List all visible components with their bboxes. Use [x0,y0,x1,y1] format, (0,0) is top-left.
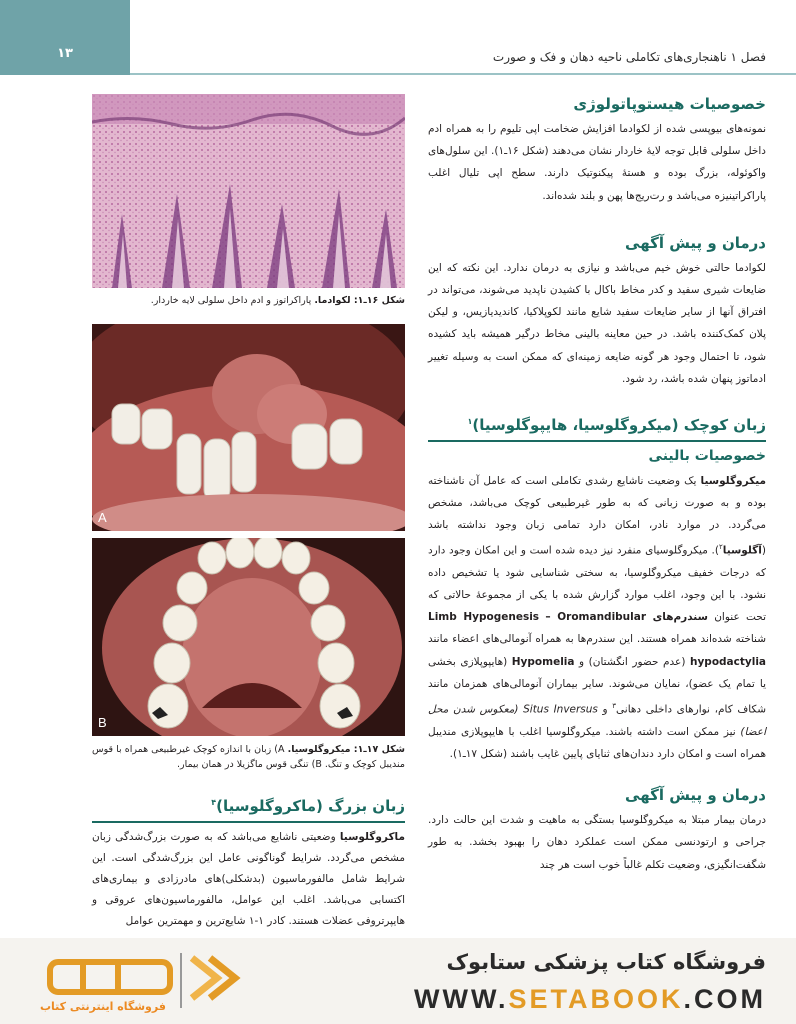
figure-16-caption: شکل ۱۶ـ۱: لکوادما. پاراکراتوز و ادم داخل سلولی لایه خاردار. [150,295,405,306]
header-color-block [0,0,130,75]
store-name: فروشگاه کتاب پزشکی ستابوک [446,950,766,974]
histopathology-text: نمونه‌های بیوپسی شده از لکوادما افزایش ضخامت اپی تلیوم را به همراه ادم داخل سلولی قابل توجه لایۀ خاردار نشان می‌دهند (شکل ۱۶ـ۱). این سلول‌های واکوئوله، بزرگ بوده و هستۀ پیکنوتیک دارند. سطح اپی تلیال اغلب پاراکراتینیزه می‌باشد و رت‌ریج‌ها پهن و بلند شده‌اند. [428,123,766,202]
left-column [92,793,405,932]
section-rule [428,440,766,442]
clinical-features-heading: خصوصیات بالینی [648,447,766,464]
logo-subtitle: فروشگاه اینترنتی کتاب [40,1000,166,1013]
treatment-text-1: لکوادما حالتی خوش خیم می‌باشد و نیازی به درمان ندارد. این نکته که این ضایعات شیری سفید و کدر مخاط باکال با کشیدن ناپدید می‌شوند، می‌تواند در افتراق آنها از سایر ضایعات سفید شایع مانند لکوپلاکیا، کاندیدیازیس، و لیکن پلان کمک‌کننده باشد. در حین معاینه بالینی مخاط درگیر همیشه باید کشیده شود، تا احتمال وجود هر گونه ضایعه زمینه‌ای که ممکن است به وسیله تغییر ادماتوز پنهان شده باشد، رد شود. [428,261,766,385]
panel-label-a: A [98,510,107,525]
macroglossia-rule [92,821,405,823]
right-column [428,94,766,876]
store-url[interactable]: WWW.SETABOOK.COM [414,984,766,1014]
panel-label-b: B [98,715,107,730]
page-number: ۱۳ [57,46,73,61]
palate-photo-b [92,538,405,736]
header-rule [130,73,796,75]
macroglossia-heading: زبان بزرگ (ماکروگلوسیا)$^۴$ [211,797,405,815]
macroglossia-text: ماکروگلوسیا وضعیتی ناشایع می‌باشد که به صورت بزرگ‌شدگی زبان مشخص می‌گردد. شرایط گوناگونی عامل این بزرگ‌شدگی است. این شرایط شامل مالفورماسیون (بدشکلی)های مادرزادی و بیماری‌های اکتسابی می‌باشد. اغلب این عوامل، مالفورماسیون‌های عروقی و هایپرتروفی عضلات هستند. کادر ۱-۱ شایع‌ترین و مهمترین عوامل [92,830,405,927]
figure-17-caption: شکل ۱۷ـ۱: میکروگلوسیا. A) زبان با اندازه کوچک غیرطبیعی همراه با قوس مندیبل کوچک و تنگ. B) تنگی قوس ماگزیلا در همان بیمار. [92,744,405,770]
treatment-heading-1: درمان و پیش آگهی [625,233,766,252]
microglossia-heading: زبان کوچک (میکروگلوسیا، هایپوگلوسیا)$^۱$ [467,416,766,435]
histopathology-heading: خصوصیات هیستوپاتولوژی [573,95,766,113]
treatment-text-2: درمان بیمار مبتلا به میکروگلوسیا بستگی به ماهیت و شدت این حالت دارد. جراحی و ارتودنسی ممکن است عملکرد دهان را بهبود بخشد. به طور شگفت‌انگیزی، وضعیت تکلم غالباً خوب است هر چند [428,814,766,871]
chapter-title: فصل ۱ ناهنجاری‌های تکاملی ناحیه دهان و فک و صورت [492,50,766,64]
microglossia-text: میکروگلوسیا یک وضعیت ناشایع رشدی تکاملی است که عامل آن ناشناخته بوده و به صورت زبانی که به طور غیرطبیعی کوچک می‌باشد، مشخص می‌گردد. در موارد نادر، امکان دارد تمامی زبان وجود نداشته باشد (آگلوسیا$^۲$). میکروگلوسیای منفرد نیز دیده شده است و این امکان وجود دارد که درجات خفیف میکروگلوسیا، به سختی شناسایی شود یا تشخیص داده نشود. با این وجود، اغلب موارد گزارش شده با یکی از مجموعۀ حالاتی که تحت عنوان سندرم‌های Oromandibular – Limb Hypogenesis شناخته شده‌اند همراه هستند. این سندرم‌ها به همراه آنومالی‌های اعضاء مانند hypodactylia (عدم حضور انگشتان) و Hypomelia (هایپوپلازی بخشی یا تمام یک عضو)، نمایان می‌شوند. سایر بیماران آنومالی‌های همزمان مانند شکاف کام، نوارهای داخلی دهانی$^۳$ و Situs Inversus (معکوس شدن محل اعضا) نیز ممکن است داشته باشند. میکروگلوسیا اغلب با هایپوپلازی مندیبل همراه است و امکان دارد دندان‌های ثنایای پایین غایب باشند (شکل ۱۷ـ۱). [428,474,767,760]
tongue-photo-a [92,324,405,531]
histology-image [92,94,405,288]
treatment-heading-2: درمان و پیش آگهی [625,786,766,805]
